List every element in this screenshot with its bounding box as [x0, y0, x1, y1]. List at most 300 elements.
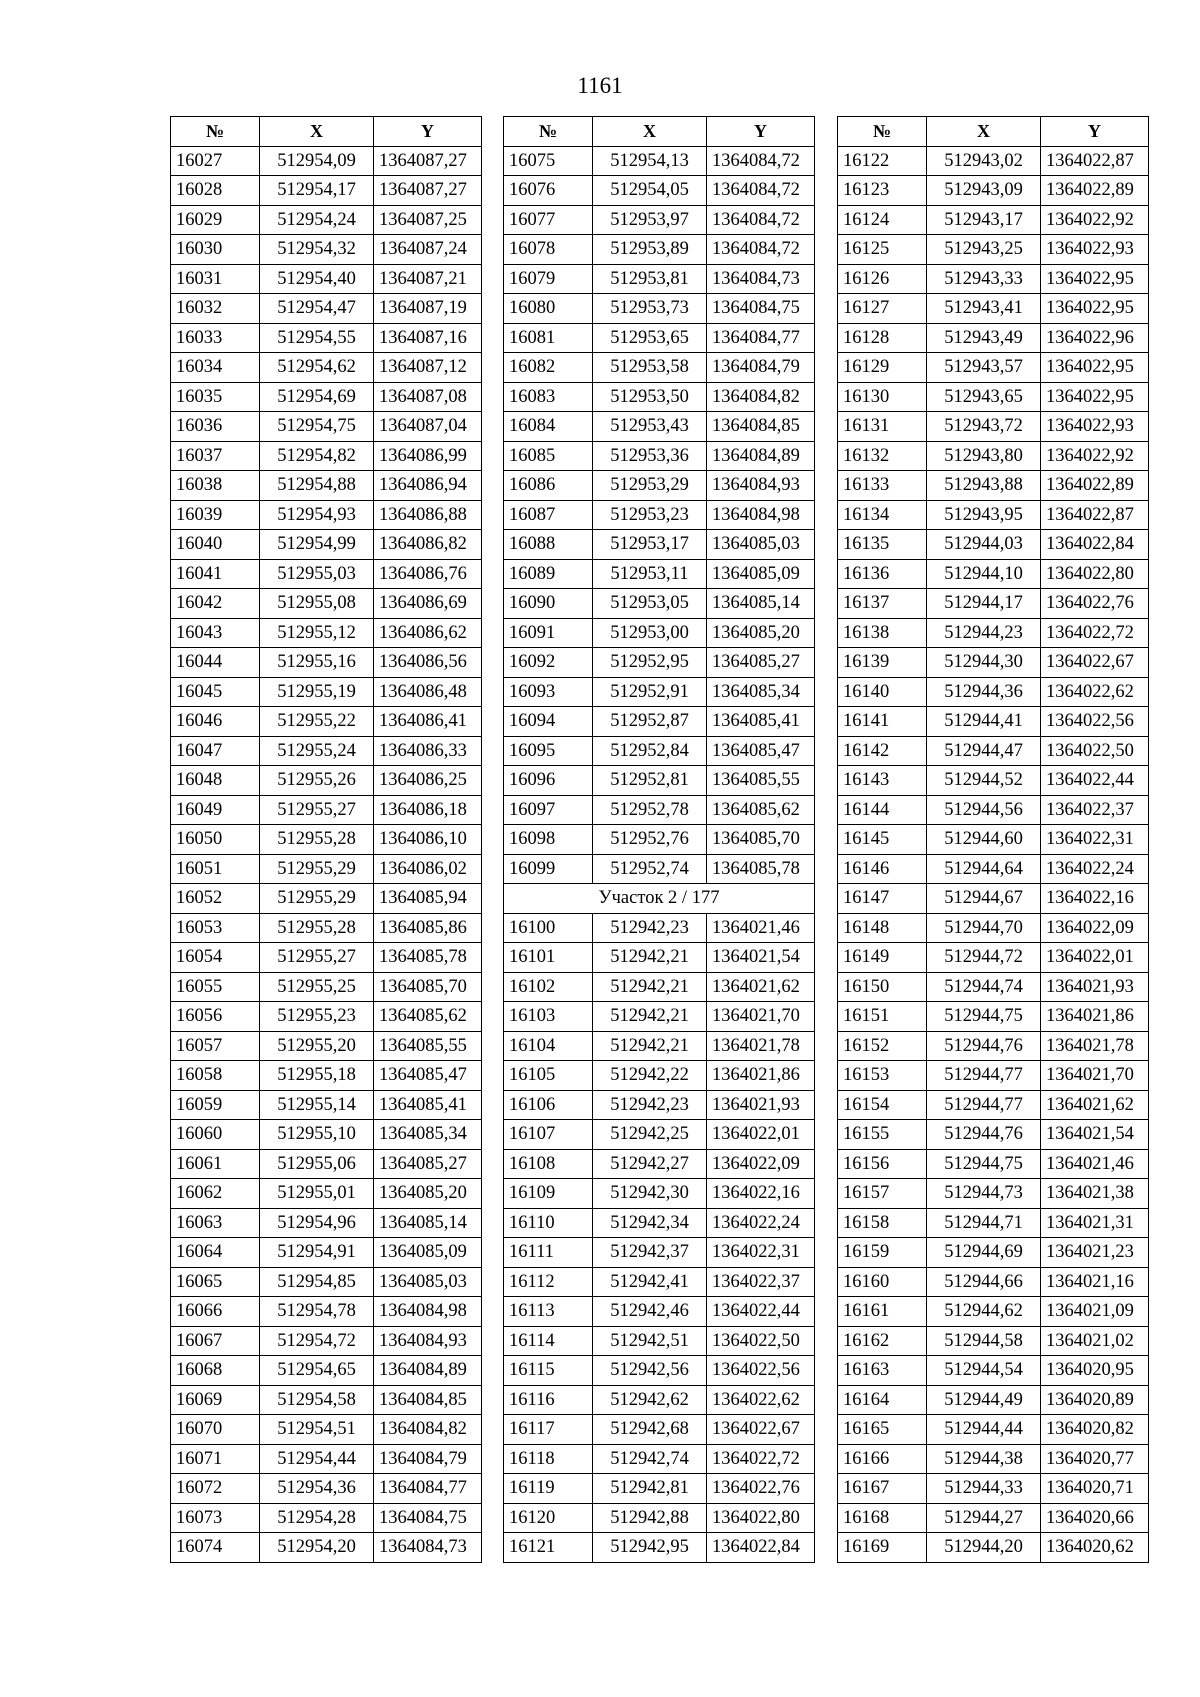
- point-number-cell: 16139: [838, 648, 927, 678]
- x-coordinate-cell: 512942,21: [593, 943, 707, 973]
- x-coordinate-cell: 512954,17: [260, 176, 374, 206]
- x-coordinate-cell: 512942,23: [593, 1090, 707, 1120]
- x-coordinate-cell: 512953,58: [593, 353, 707, 383]
- y-coordinate-cell: 1364085,62: [374, 1002, 482, 1032]
- x-coordinate-cell: 512942,56: [593, 1356, 707, 1386]
- x-coordinate-cell: 512955,27: [260, 795, 374, 825]
- point-number-cell: 16040: [171, 530, 260, 560]
- x-coordinate-cell: 512954,36: [260, 1474, 374, 1504]
- table-row: [838, 1120, 1149, 1150]
- table-row: [171, 618, 482, 648]
- x-coordinate-cell: 512954,88: [260, 471, 374, 501]
- y-coordinate-cell: 1364087,21: [374, 264, 482, 294]
- y-coordinate-cell: 1364022,31: [1041, 825, 1149, 855]
- x-coordinate-cell: 512955,08: [260, 589, 374, 619]
- x-coordinate-cell: 512943,09: [927, 176, 1041, 206]
- y-coordinate-cell: 1364084,85: [374, 1385, 482, 1415]
- table-row: [838, 1415, 1149, 1445]
- y-coordinate-cell: 1364086,82: [374, 530, 482, 560]
- table-row: [171, 1533, 482, 1563]
- table-row: [838, 1238, 1149, 1268]
- point-number-cell: 16068: [171, 1356, 260, 1386]
- point-number-cell: 16129: [838, 353, 927, 383]
- y-coordinate-cell: 1364022,80: [1041, 559, 1149, 589]
- x-coordinate-cell: 512953,43: [593, 412, 707, 442]
- y-coordinate-cell: 1364022,09: [707, 1149, 815, 1179]
- table-row: [171, 913, 482, 943]
- table-row: [838, 1503, 1149, 1533]
- y-coordinate-cell: 1364085,03: [374, 1267, 482, 1297]
- y-coordinate-cell: 1364021,70: [1041, 1061, 1149, 1091]
- y-coordinate-cell: 1364022,95: [1041, 382, 1149, 412]
- table-row: [838, 1297, 1149, 1327]
- y-coordinate-cell: 1364022,76: [707, 1474, 815, 1504]
- x-coordinate-cell: 512953,65: [593, 323, 707, 353]
- point-number-cell: 16041: [171, 559, 260, 589]
- point-number-cell: 16030: [171, 235, 260, 265]
- y-coordinate-cell: 1364086,69: [374, 589, 482, 619]
- y-coordinate-cell: 1364022,01: [1041, 943, 1149, 973]
- table-row: [838, 1444, 1149, 1474]
- x-coordinate-cell: 512944,67: [927, 884, 1041, 914]
- y-coordinate-cell: 1364022,84: [1041, 530, 1149, 560]
- point-number-cell: 16052: [171, 884, 260, 914]
- y-coordinate-cell: 1364020,89: [1041, 1385, 1149, 1415]
- table-row: [838, 471, 1149, 501]
- x-coordinate-cell: 512942,62: [593, 1385, 707, 1415]
- point-number-cell: 16149: [838, 943, 927, 973]
- point-number-cell: 16084: [504, 412, 593, 442]
- table-row: [838, 323, 1149, 353]
- point-number-cell: 16029: [171, 205, 260, 235]
- x-coordinate-cell: 512955,12: [260, 618, 374, 648]
- y-coordinate-cell: 1364084,75: [707, 294, 815, 324]
- y-coordinate-cell: 1364087,16: [374, 323, 482, 353]
- x-coordinate-cell: 512944,36: [927, 677, 1041, 707]
- table-row: [171, 235, 482, 265]
- table-row: [838, 1031, 1149, 1061]
- point-number-cell: 16093: [504, 677, 593, 707]
- point-number-cell: 16037: [171, 441, 260, 471]
- x-coordinate-cell: 512942,95: [593, 1533, 707, 1563]
- x-coordinate-cell: 512953,23: [593, 500, 707, 530]
- table-row: [171, 530, 482, 560]
- point-number-cell: 16105: [504, 1061, 593, 1091]
- y-coordinate-cell: 1364022,93: [1041, 235, 1149, 265]
- point-number-cell: 16080: [504, 294, 593, 324]
- y-coordinate-cell: 1364022,37: [1041, 795, 1149, 825]
- table-row: [504, 795, 815, 825]
- table-row: [838, 1326, 1149, 1356]
- y-coordinate-cell: 1364022,62: [707, 1385, 815, 1415]
- y-coordinate-cell: 1364022,62: [1041, 677, 1149, 707]
- y-coordinate-cell: 1364087,04: [374, 412, 482, 442]
- header-number: №: [171, 117, 260, 147]
- point-number-cell: 16094: [504, 707, 593, 737]
- x-coordinate-cell: 512943,49: [927, 323, 1041, 353]
- point-number-cell: 16146: [838, 854, 927, 884]
- x-coordinate-cell: 512944,71: [927, 1208, 1041, 1238]
- x-coordinate-cell: 512955,19: [260, 677, 374, 707]
- table-row: [504, 1444, 815, 1474]
- y-coordinate-cell: 1364084,98: [707, 500, 815, 530]
- point-number-cell: 16089: [504, 559, 593, 589]
- y-coordinate-cell: 1364022,72: [1041, 618, 1149, 648]
- point-number-cell: 16155: [838, 1120, 927, 1150]
- coordinates-table-1: [170, 116, 482, 1563]
- x-coordinate-cell: 512944,62: [927, 1297, 1041, 1327]
- x-coordinate-cell: 512953,73: [593, 294, 707, 324]
- x-coordinate-cell: 512942,30: [593, 1179, 707, 1209]
- point-number-cell: 16097: [504, 795, 593, 825]
- point-number-cell: 16150: [838, 972, 927, 1002]
- section-label: Участок 2 / 177: [504, 884, 815, 914]
- y-coordinate-cell: 1364084,72: [707, 176, 815, 206]
- point-number-cell: 16028: [171, 176, 260, 206]
- header-y: Y: [1041, 117, 1149, 147]
- point-number-cell: 16158: [838, 1208, 927, 1238]
- table-row: [504, 1385, 815, 1415]
- point-number-cell: 16051: [171, 854, 260, 884]
- table-row: [171, 559, 482, 589]
- y-coordinate-cell: 1364085,03: [707, 530, 815, 560]
- table-row: [504, 677, 815, 707]
- table-row: [838, 353, 1149, 383]
- x-coordinate-cell: 512954,55: [260, 323, 374, 353]
- point-number-cell: 16116: [504, 1385, 593, 1415]
- x-coordinate-cell: 512944,66: [927, 1267, 1041, 1297]
- point-number-cell: 16106: [504, 1090, 593, 1120]
- point-number-cell: 16054: [171, 943, 260, 973]
- y-coordinate-cell: 1364022,96: [1041, 323, 1149, 353]
- y-coordinate-cell: 1364022,72: [707, 1444, 815, 1474]
- point-number-cell: 16113: [504, 1297, 593, 1327]
- table-row: [171, 353, 482, 383]
- y-coordinate-cell: 1364084,79: [374, 1444, 482, 1474]
- y-coordinate-cell: 1364084,72: [707, 146, 815, 176]
- table-row: [838, 294, 1149, 324]
- table-row: [504, 1533, 815, 1563]
- x-coordinate-cell: 512954,85: [260, 1267, 374, 1297]
- y-coordinate-cell: 1364021,78: [707, 1031, 815, 1061]
- y-coordinate-cell: 1364085,34: [707, 677, 815, 707]
- point-number-cell: 16140: [838, 677, 927, 707]
- point-number-cell: 16027: [171, 146, 260, 176]
- point-number-cell: 16143: [838, 766, 927, 796]
- table-row: [838, 1208, 1149, 1238]
- point-number-cell: 16138: [838, 618, 927, 648]
- y-coordinate-cell: 1364084,89: [374, 1356, 482, 1386]
- x-coordinate-cell: 512954,28: [260, 1503, 374, 1533]
- point-number-cell: 16128: [838, 323, 927, 353]
- point-number-cell: 16153: [838, 1061, 927, 1091]
- x-coordinate-cell: 512954,51: [260, 1415, 374, 1445]
- point-number-cell: 16125: [838, 235, 927, 265]
- x-coordinate-cell: 512943,33: [927, 264, 1041, 294]
- table-row: [171, 1385, 482, 1415]
- y-coordinate-cell: 1364022,95: [1041, 294, 1149, 324]
- header-x: X: [260, 117, 374, 147]
- y-coordinate-cell: 1364022,31: [707, 1238, 815, 1268]
- y-coordinate-cell: 1364085,86: [374, 913, 482, 943]
- table-row: [838, 441, 1149, 471]
- y-coordinate-cell: 1364022,67: [1041, 648, 1149, 678]
- y-coordinate-cell: 1364087,12: [374, 353, 482, 383]
- point-number-cell: 16062: [171, 1179, 260, 1209]
- y-coordinate-cell: 1364084,82: [707, 382, 815, 412]
- x-coordinate-cell: 512944,76: [927, 1120, 1041, 1150]
- x-coordinate-cell: 512944,73: [927, 1179, 1041, 1209]
- x-coordinate-cell: 512944,03: [927, 530, 1041, 560]
- y-coordinate-cell: 1364021,54: [707, 943, 815, 973]
- table-row: [504, 1208, 815, 1238]
- table-row: [171, 1356, 482, 1386]
- y-coordinate-cell: 1364021,31: [1041, 1208, 1149, 1238]
- x-coordinate-cell: 512942,34: [593, 1208, 707, 1238]
- x-coordinate-cell: 512952,87: [593, 707, 707, 737]
- y-coordinate-cell: 1364085,78: [374, 943, 482, 973]
- x-coordinate-cell: 512944,44: [927, 1415, 1041, 1445]
- point-number-cell: 16031: [171, 264, 260, 294]
- y-coordinate-cell: 1364021,09: [1041, 1297, 1149, 1327]
- table-row: [504, 264, 815, 294]
- coordinates-table-3: [837, 116, 1149, 1563]
- x-coordinate-cell: 512955,23: [260, 1002, 374, 1032]
- point-number-cell: 16162: [838, 1326, 927, 1356]
- point-number-cell: 16050: [171, 825, 260, 855]
- table-row: [504, 1090, 815, 1120]
- y-coordinate-cell: 1364022,44: [707, 1297, 815, 1327]
- x-coordinate-cell: 512944,70: [927, 913, 1041, 943]
- x-coordinate-cell: 512944,72: [927, 943, 1041, 973]
- y-coordinate-cell: 1364021,16: [1041, 1267, 1149, 1297]
- x-coordinate-cell: 512955,24: [260, 736, 374, 766]
- x-coordinate-cell: 512952,74: [593, 854, 707, 884]
- point-number-cell: 16163: [838, 1356, 927, 1386]
- table-row: [171, 205, 482, 235]
- table-row: [838, 1061, 1149, 1091]
- point-number-cell: 16119: [504, 1474, 593, 1504]
- x-coordinate-cell: 512954,24: [260, 205, 374, 235]
- y-coordinate-cell: 1364021,86: [707, 1061, 815, 1091]
- point-number-cell: 16112: [504, 1267, 593, 1297]
- x-coordinate-cell: 512954,05: [593, 176, 707, 206]
- point-number-cell: 16075: [504, 146, 593, 176]
- point-number-cell: 16079: [504, 264, 593, 294]
- point-number-cell: 16142: [838, 736, 927, 766]
- y-coordinate-cell: 1364086,18: [374, 795, 482, 825]
- x-coordinate-cell: 512953,97: [593, 205, 707, 235]
- point-number-cell: 16130: [838, 382, 927, 412]
- y-coordinate-cell: 1364021,62: [1041, 1090, 1149, 1120]
- x-coordinate-cell: 512942,25: [593, 1120, 707, 1150]
- table-row: [171, 1503, 482, 1533]
- y-coordinate-cell: 1364086,33: [374, 736, 482, 766]
- x-coordinate-cell: 512954,75: [260, 412, 374, 442]
- table-row: [504, 323, 815, 353]
- point-number-cell: 16152: [838, 1031, 927, 1061]
- x-coordinate-cell: 512942,21: [593, 1031, 707, 1061]
- y-coordinate-cell: 1364085,14: [374, 1208, 482, 1238]
- x-coordinate-cell: 512953,05: [593, 589, 707, 619]
- table-row: [838, 530, 1149, 560]
- table-row: [504, 353, 815, 383]
- point-number-cell: 16161: [838, 1297, 927, 1327]
- point-number-cell: 16144: [838, 795, 927, 825]
- x-coordinate-cell: 512944,49: [927, 1385, 1041, 1415]
- point-number-cell: 16042: [171, 589, 260, 619]
- x-coordinate-cell: 512942,21: [593, 972, 707, 1002]
- header-x: X: [593, 117, 707, 147]
- y-coordinate-cell: 1364084,93: [374, 1326, 482, 1356]
- x-coordinate-cell: 512944,69: [927, 1238, 1041, 1268]
- table-row: [504, 648, 815, 678]
- table-row: [171, 648, 482, 678]
- point-number-cell: 16159: [838, 1238, 927, 1268]
- table-row: [171, 825, 482, 855]
- section-row: [504, 884, 815, 914]
- table-row: [838, 795, 1149, 825]
- y-coordinate-cell: 1364021,70: [707, 1002, 815, 1032]
- y-coordinate-cell: 1364022,89: [1041, 176, 1149, 206]
- point-number-cell: 16085: [504, 441, 593, 471]
- x-coordinate-cell: 512955,20: [260, 1031, 374, 1061]
- x-coordinate-cell: 512944,75: [927, 1002, 1041, 1032]
- point-number-cell: 16053: [171, 913, 260, 943]
- point-number-cell: 16168: [838, 1503, 927, 1533]
- y-coordinate-cell: 1364022,92: [1041, 205, 1149, 235]
- x-coordinate-cell: 512953,81: [593, 264, 707, 294]
- table-row: [504, 1002, 815, 1032]
- x-coordinate-cell: 512955,29: [260, 854, 374, 884]
- table-row: [838, 412, 1149, 442]
- x-coordinate-cell: 512944,23: [927, 618, 1041, 648]
- x-coordinate-cell: 512942,27: [593, 1149, 707, 1179]
- x-coordinate-cell: 512955,14: [260, 1090, 374, 1120]
- table-row: [171, 1238, 482, 1268]
- point-number-cell: 16078: [504, 235, 593, 265]
- x-coordinate-cell: 512944,74: [927, 972, 1041, 1002]
- y-coordinate-cell: 1364021,46: [707, 913, 815, 943]
- x-coordinate-cell: 512942,46: [593, 1297, 707, 1327]
- x-coordinate-cell: 512952,78: [593, 795, 707, 825]
- x-coordinate-cell: 512954,65: [260, 1356, 374, 1386]
- table-row: [838, 205, 1149, 235]
- y-coordinate-cell: 1364085,20: [374, 1179, 482, 1209]
- table-row: [504, 1120, 815, 1150]
- point-number-cell: 16045: [171, 677, 260, 707]
- point-number-cell: 16117: [504, 1415, 593, 1445]
- point-number-cell: 16072: [171, 1474, 260, 1504]
- y-coordinate-cell: 1364020,66: [1041, 1503, 1149, 1533]
- x-coordinate-cell: 512944,56: [927, 795, 1041, 825]
- table-row: [504, 1326, 815, 1356]
- table-row: [838, 766, 1149, 796]
- y-coordinate-cell: 1364086,76: [374, 559, 482, 589]
- point-number-cell: 16141: [838, 707, 927, 737]
- x-coordinate-cell: 512942,51: [593, 1326, 707, 1356]
- x-coordinate-cell: 512954,82: [260, 441, 374, 471]
- x-coordinate-cell: 512944,27: [927, 1503, 1041, 1533]
- x-coordinate-cell: 512952,76: [593, 825, 707, 855]
- point-number-cell: 16169: [838, 1533, 927, 1563]
- table-row: [171, 441, 482, 471]
- x-coordinate-cell: 512955,25: [260, 972, 374, 1002]
- table-row: [504, 1061, 815, 1091]
- table-row: [171, 1444, 482, 1474]
- x-coordinate-cell: 512955,26: [260, 766, 374, 796]
- y-coordinate-cell: 1364022,24: [707, 1208, 815, 1238]
- point-number-cell: 16145: [838, 825, 927, 855]
- table-row: [171, 1120, 482, 1150]
- table-row: [171, 736, 482, 766]
- x-coordinate-cell: 512942,68: [593, 1415, 707, 1445]
- x-coordinate-cell: 512954,32: [260, 235, 374, 265]
- table-row: [504, 943, 815, 973]
- x-coordinate-cell: 512954,44: [260, 1444, 374, 1474]
- x-coordinate-cell: 512955,18: [260, 1061, 374, 1091]
- point-number-cell: 16076: [504, 176, 593, 206]
- point-number-cell: 16061: [171, 1149, 260, 1179]
- point-number-cell: 16111: [504, 1238, 593, 1268]
- x-coordinate-cell: 512943,65: [927, 382, 1041, 412]
- table-row: [504, 441, 815, 471]
- point-number-cell: 16048: [171, 766, 260, 796]
- table-row: [171, 766, 482, 796]
- table-row: [838, 884, 1149, 914]
- x-coordinate-cell: 512943,80: [927, 441, 1041, 471]
- table-row: [171, 1031, 482, 1061]
- point-number-cell: 16059: [171, 1090, 260, 1120]
- x-coordinate-cell: 512943,72: [927, 412, 1041, 442]
- table-row: [504, 382, 815, 412]
- table-row: [171, 854, 482, 884]
- point-number-cell: 16131: [838, 412, 927, 442]
- x-coordinate-cell: 512944,76: [927, 1031, 1041, 1061]
- table-row: [171, 1326, 482, 1356]
- point-number-cell: 16035: [171, 382, 260, 412]
- table-row: [171, 146, 482, 176]
- y-coordinate-cell: 1364022,76: [1041, 589, 1149, 619]
- point-number-cell: 16134: [838, 500, 927, 530]
- table-row: [171, 1002, 482, 1032]
- point-number-cell: 16055: [171, 972, 260, 1002]
- x-coordinate-cell: 512953,11: [593, 559, 707, 589]
- point-number-cell: 16092: [504, 648, 593, 678]
- y-coordinate-cell: 1364022,56: [1041, 707, 1149, 737]
- table-row: [504, 235, 815, 265]
- point-number-cell: 16132: [838, 441, 927, 471]
- table-row: [171, 589, 482, 619]
- y-coordinate-cell: 1364085,34: [374, 1120, 482, 1150]
- point-number-cell: 16047: [171, 736, 260, 766]
- point-number-cell: 16096: [504, 766, 593, 796]
- point-number-cell: 16083: [504, 382, 593, 412]
- table-row: [504, 1297, 815, 1327]
- table-row: [171, 412, 482, 442]
- x-coordinate-cell: 512955,16: [260, 648, 374, 678]
- table-row: [171, 264, 482, 294]
- table-row: [504, 1415, 815, 1445]
- table-row: [838, 854, 1149, 884]
- y-coordinate-cell: 1364084,72: [707, 205, 815, 235]
- table-row: [171, 471, 482, 501]
- point-number-cell: 16107: [504, 1120, 593, 1150]
- table-row: [504, 1267, 815, 1297]
- table-row: [504, 146, 815, 176]
- y-coordinate-cell: 1364022,84: [707, 1533, 815, 1563]
- table-row: [838, 1179, 1149, 1209]
